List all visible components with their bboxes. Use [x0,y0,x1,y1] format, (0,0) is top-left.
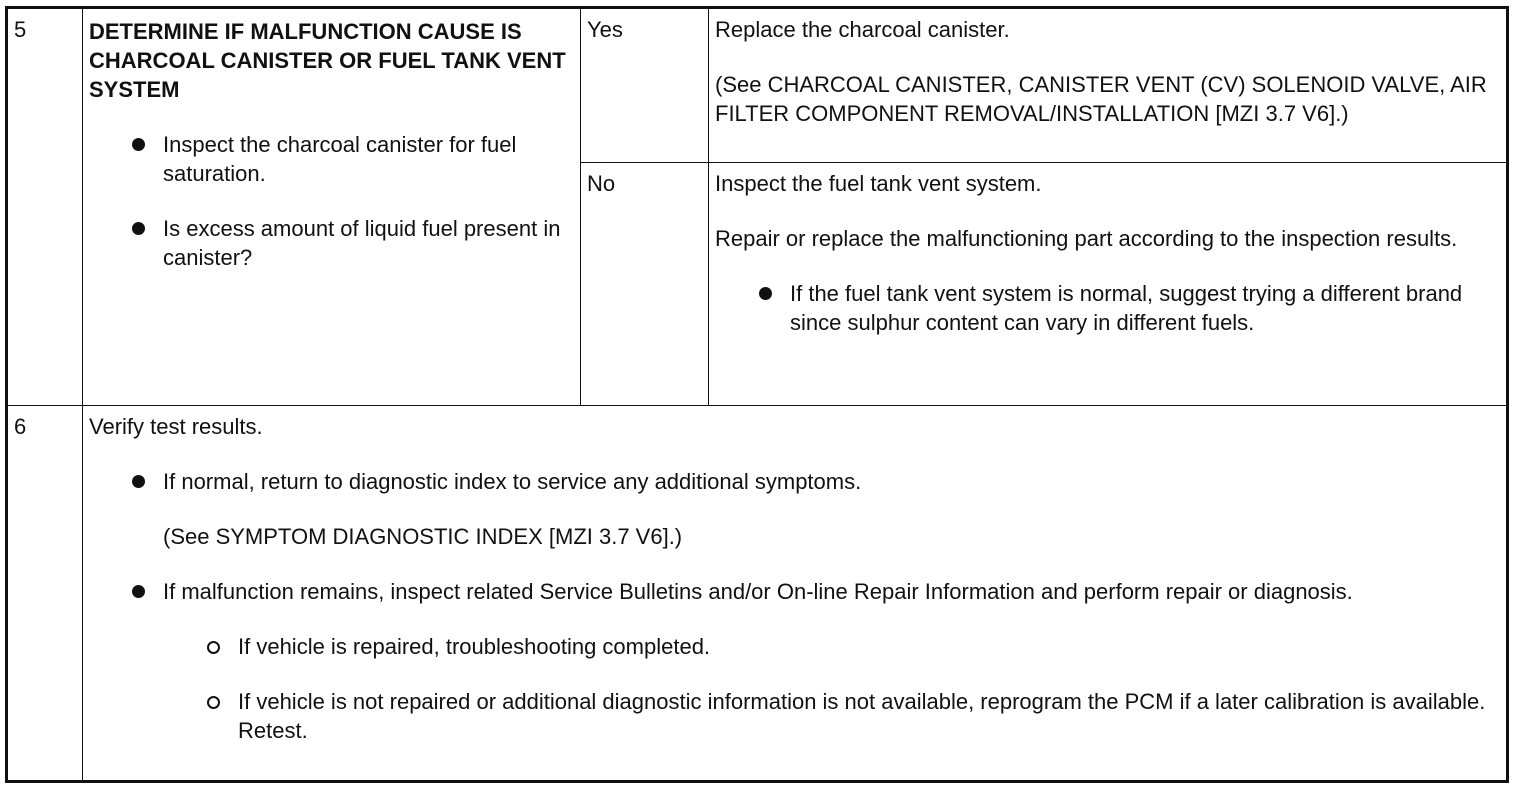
sub-list-item-text: If vehicle is repaired, troubleshooting completed. [238,634,711,659]
list-item [89,467,1500,496]
result-yes-cell [709,8,1508,163]
answer-yes-label: Yes [587,17,623,42]
list-item-text: Inspect the charcoal canister for fuel saturation. [163,132,517,186]
answer-yes-cell [581,8,709,163]
malfunction-list [89,577,1500,606]
step-action-cell [83,8,581,406]
hollow-bullet-icon [207,696,220,709]
sub-list-item [89,632,1500,661]
list-item-text: If the fuel tank vent system is normal, suggest trying a different brand since sulphur content can vary in different fuels. [790,281,1463,335]
step-number-cell [7,406,83,782]
sub-list-item-text: If vehicle is not repaired or additional diagnostic information is not available, reprogram the PCM if a later calibration is available. Retest. [238,689,1486,743]
table-row-step-6 [7,406,1508,782]
list-item-text: Is excess amount of liquid fuel present in canister? [163,216,561,270]
step-heading: DETERMINE IF MALFUNCTION CAUSE IS CHARCOAL CANISTER OR FUEL TANK VENT SYSTEM [89,19,566,102]
bullet-icon [132,222,145,235]
hollow-bullet-icon [207,641,220,654]
result-no-list [715,279,1500,337]
table-row-step-5-yes [7,8,1508,163]
sub-list [89,632,1500,745]
list-item-text: If normal, return to diagnostic index to service any additional symptoms. [163,469,862,494]
diagnostic-table [5,6,1509,783]
step-number-cell [7,8,83,406]
bullet-icon [759,287,772,300]
verify-list [89,467,1500,496]
result-no-cell [709,163,1508,406]
list-item [89,577,1500,606]
result-yes-action: Replace the charcoal canister. [715,17,1010,42]
list-item [89,214,574,272]
answer-no-cell [581,163,709,406]
result-no-repair: Repair or replace the malfunctioning part according to the inspection results. [715,226,1458,251]
symptom-index-reference: (See SYMPTOM DIAGNOSTIC INDEX [MZI 3.7 V6].) [163,524,683,549]
list-item [715,279,1500,337]
step-title: Verify test results. [89,414,263,439]
step-number: 5 [14,17,27,42]
result-no-action: Inspect the fuel tank vent system. [715,171,1042,196]
result-yes-reference: (See CHARCOAL CANISTER, CANISTER VENT (CV) SOLENOID VALVE, AIR FILTER COMPONENT REMOVAL/INSTALLATION [MZI 3.7 V6].) [715,72,1487,126]
bullet-icon [132,585,145,598]
sub-list-item [89,687,1500,745]
bullet-icon [132,138,145,151]
inspection-list [89,130,574,272]
bullet-icon [132,475,145,488]
step-number: 6 [14,414,27,439]
list-item-text: If malfunction remains, inspect related Service Bulletins and/or On-line Repair Information and perform repair or diagnosis. [163,579,1353,604]
answer-no-label: No [587,171,616,196]
list-item [89,130,574,188]
step-action-cell [83,406,1508,782]
